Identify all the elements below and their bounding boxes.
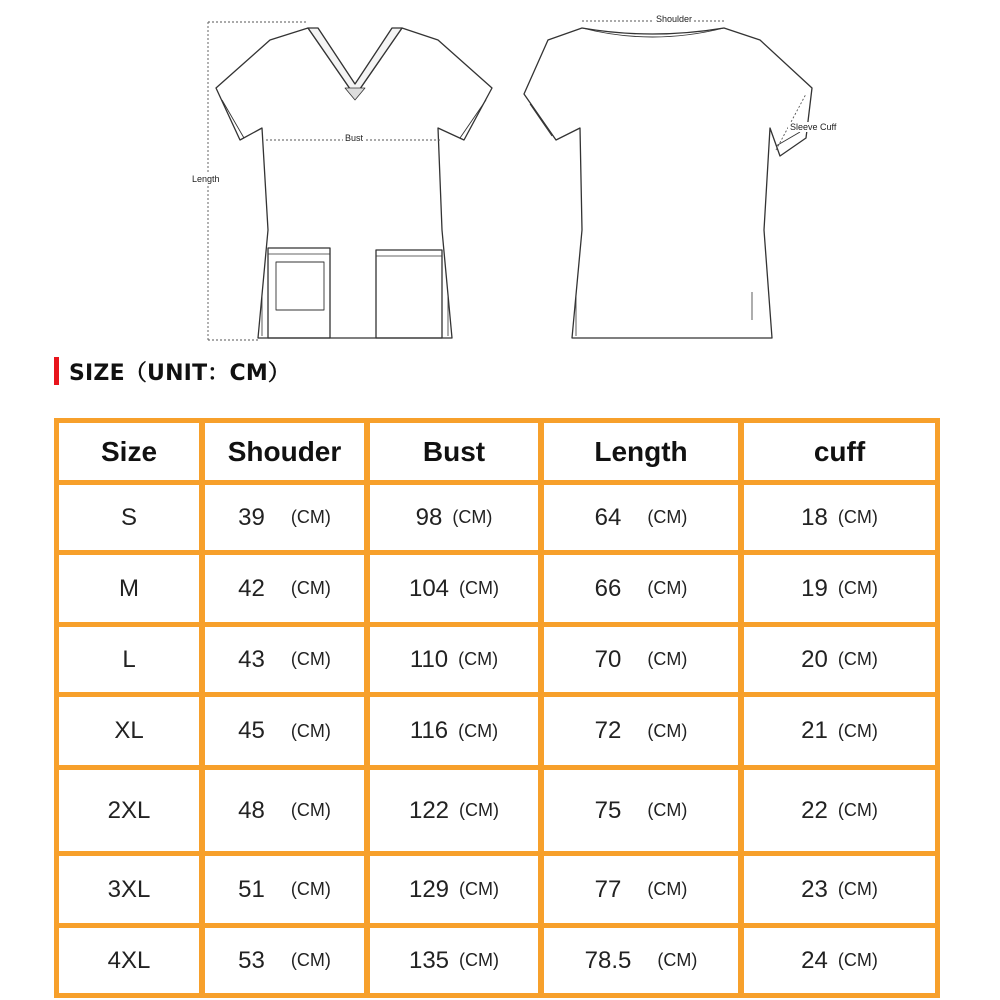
- cell-length: [544, 856, 738, 923]
- measurement-value: 42: [238, 574, 265, 602]
- measurement-value: 22: [801, 796, 828, 824]
- cell-length: [544, 485, 738, 550]
- unit-label: (CM): [647, 649, 688, 669]
- cell-length: [544, 627, 738, 692]
- unit-label: (CM): [459, 950, 500, 970]
- cell-cuff: [744, 627, 935, 692]
- measurement-value: 75: [594, 796, 622, 824]
- unit-label: (CM): [647, 879, 688, 899]
- measurement-value: 48: [238, 796, 265, 824]
- cell-size: S: [59, 485, 199, 550]
- cell-length: [544, 697, 738, 765]
- cell-size: XL: [59, 697, 199, 765]
- cell-shoulder: [205, 485, 364, 550]
- unit-label: (CM): [657, 950, 698, 970]
- back-top-outline: [524, 28, 812, 338]
- cell-cuff: [744, 928, 935, 993]
- measurement-value: 135: [408, 946, 450, 974]
- header-cell-cuff: cuff: [744, 423, 935, 480]
- measurement-value: 20: [801, 645, 828, 673]
- cell-length: [544, 928, 738, 993]
- unit-label: (CM): [290, 950, 331, 970]
- cell-cuff: [744, 770, 935, 851]
- unit-label: (CM): [837, 720, 878, 741]
- unit-label: (CM): [837, 879, 878, 899]
- cell-cuff: [744, 485, 935, 550]
- unit-label: (CM): [647, 578, 688, 598]
- unit-label: (CM): [452, 507, 493, 527]
- unit-label: (CM): [290, 720, 331, 741]
- measurement-value: 18: [801, 503, 828, 531]
- measurement-value: 78.5: [584, 946, 632, 974]
- measurement-value: 104: [408, 574, 450, 602]
- cell-shoulder: [205, 627, 364, 692]
- heading-text: SIZE（UNIT：CM）: [69, 360, 291, 386]
- unit-label: (CM): [837, 507, 878, 527]
- unit-label: (CM): [837, 950, 878, 970]
- cell-shoulder: [205, 928, 364, 993]
- header-cell-length: Length: [544, 423, 738, 480]
- cell-bust: [370, 485, 538, 550]
- cell-size: 3XL: [59, 856, 199, 923]
- unit-label: (CM): [647, 507, 688, 527]
- measurement-value: 39: [238, 503, 265, 531]
- measurement-value: 53: [238, 946, 265, 974]
- cell-cuff: [744, 856, 935, 923]
- measurement-value: 77: [594, 875, 622, 903]
- unit-label: (CM): [290, 879, 331, 899]
- cell-size: M: [59, 555, 199, 622]
- measurement-value: 70: [594, 645, 622, 673]
- measurement-value: 51: [238, 875, 265, 903]
- cell-shoulder: [205, 697, 364, 765]
- header-cell-shoulder: Shouder: [205, 423, 364, 480]
- measurement-value: 19: [801, 574, 828, 602]
- shoulder-label: Shoulder: [656, 14, 693, 24]
- cell-size: L: [59, 627, 199, 692]
- unit-label: (CM): [290, 649, 331, 669]
- unit-label: (CM): [458, 720, 499, 741]
- cell-bust: [370, 928, 538, 993]
- unit-label: (CM): [459, 578, 500, 598]
- measurement-value: 45: [238, 717, 265, 744]
- unit-label: (CM): [459, 879, 500, 899]
- cell-bust: [370, 856, 538, 923]
- unit-label: (CM): [837, 800, 878, 820]
- cell-size: 4XL: [59, 928, 199, 993]
- unit-label: (CM): [290, 507, 331, 527]
- scrub-top-drawing: [0, 0, 1000, 350]
- measurement-value: 21: [801, 717, 828, 744]
- unit-label: (CM): [290, 800, 331, 820]
- header-cell-bust: Bust: [370, 423, 538, 480]
- cell-cuff: [744, 555, 935, 622]
- measurement-value: 24: [801, 946, 828, 974]
- cell-bust: [370, 555, 538, 622]
- cell-cuff: [744, 697, 935, 765]
- cell-size: 2XL: [59, 770, 199, 851]
- measurement-value: 72: [594, 717, 622, 744]
- length-label: Length: [192, 174, 220, 184]
- cell-length: [544, 555, 738, 622]
- cell-bust: [370, 627, 538, 692]
- size-chart-table: [54, 418, 940, 998]
- unit-label: (CM): [647, 800, 688, 820]
- heading-accent-bar: [54, 357, 59, 385]
- sleeve-cuff-label: Sleeve Cuff: [790, 122, 837, 132]
- size-heading: [54, 356, 290, 386]
- unit-label: (CM): [290, 578, 331, 598]
- cell-bust: [370, 770, 538, 851]
- measurement-value: 43: [238, 645, 265, 673]
- cell-bust: [370, 697, 538, 765]
- cell-shoulder: [205, 770, 364, 851]
- unit-label: (CM): [837, 649, 878, 669]
- measurement-value: 64: [594, 503, 622, 531]
- header-cell-size: Size: [59, 423, 199, 480]
- unit-label: (CM): [459, 800, 500, 820]
- measurement-value: 122: [408, 796, 450, 824]
- bust-label: Bust: [345, 133, 364, 143]
- cell-shoulder: [205, 555, 364, 622]
- unit-label: (CM): [647, 720, 688, 741]
- measurement-value: 98: [415, 503, 443, 531]
- measurement-value: 116: [409, 717, 449, 744]
- measurement-value: 129: [408, 875, 450, 903]
- front-top-outline: [216, 28, 492, 338]
- unit-label: (CM): [837, 578, 878, 598]
- measurement-value: 66: [594, 574, 622, 602]
- cell-shoulder: [205, 856, 364, 923]
- unit-label: (CM): [458, 649, 499, 669]
- garment-illustration: [0, 0, 1000, 350]
- cell-length: [544, 770, 738, 851]
- measurement-value: 110: [409, 645, 449, 673]
- measurement-value: 23: [801, 875, 828, 903]
